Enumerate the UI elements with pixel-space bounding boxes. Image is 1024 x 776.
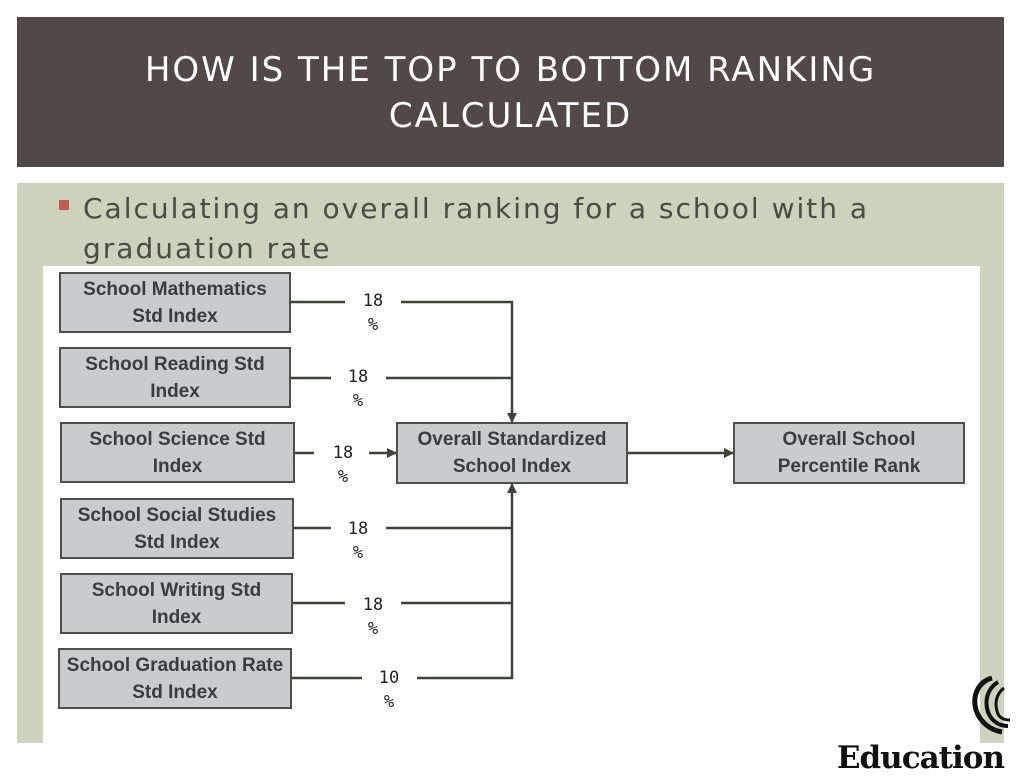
weight-label-social-studies: 18 % — [347, 519, 369, 563]
connector-math-to-index — [401, 302, 512, 422]
input-box-science: School Science Std Index — [60, 422, 295, 483]
logo-text: Education — [836, 740, 1004, 776]
connector-graduation-to-index — [417, 484, 512, 678]
input-box-graduation-rate: School Graduation Rate Std Index — [58, 648, 292, 709]
slide-title: HOW IS THE TOP TO BOTTOM RANKING CALCULATED — [144, 50, 877, 136]
input-box-writing: School Writing Std Index — [60, 573, 293, 634]
ranking-diagram — [43, 266, 980, 744]
input-box-mathematics: School Mathematics Std Index — [59, 272, 291, 333]
input-box-reading: School Reading Std Index — [59, 347, 291, 408]
weight-label-graduation-rate: 10 % — [378, 668, 400, 712]
logo-emblem-icon — [970, 676, 1014, 738]
weight-label-writing: 18 % — [362, 595, 384, 639]
overall-percentile-rank-box: Overall School Percentile Rank — [733, 422, 965, 484]
title-bar — [17, 17, 1004, 167]
education-logo — [836, 676, 1020, 776]
weight-label-mathematics: 18 % — [362, 291, 384, 335]
overall-standardized-index-box: Overall Standardized School Index — [396, 422, 628, 484]
bullet-square-icon — [59, 200, 69, 210]
bullet-text: Calculating an overall ranking for a school with a graduation rate — [83, 192, 870, 265]
weight-label-science: 18 % — [332, 443, 354, 487]
input-box-social-studies: School Social Studies Std Index — [60, 498, 294, 559]
bullet-item — [59, 189, 939, 269]
weight-label-reading: 18 % — [347, 367, 369, 411]
